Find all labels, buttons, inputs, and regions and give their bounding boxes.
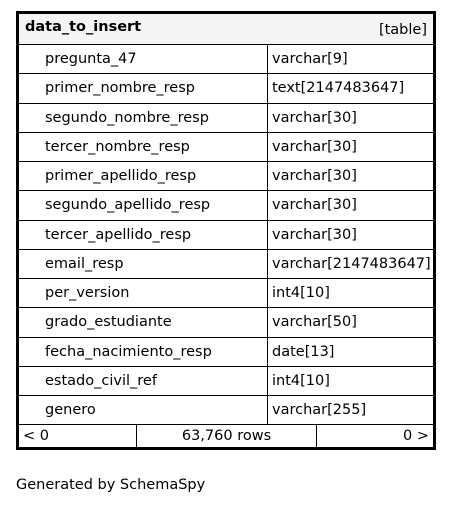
- parent-count: < 0: [19, 425, 137, 447]
- table-header: [19, 14, 433, 45]
- column-name: pregunta_47: [19, 45, 268, 73]
- column-row[interactable]: [19, 338, 433, 367]
- table-kind-label: [table]: [378, 22, 427, 38]
- column-name: segundo_nombre_resp: [19, 104, 268, 132]
- column-type: varchar[30]: [272, 138, 357, 155]
- column-type: date[13]: [272, 343, 335, 360]
- column-row[interactable]: [19, 250, 433, 279]
- column-name: primer_apellido_resp: [19, 162, 268, 190]
- column-row[interactable]: [19, 221, 433, 250]
- column-name: per_version: [19, 279, 268, 307]
- column-type: varchar[9]: [272, 51, 348, 68]
- child-count: 0 >: [403, 428, 429, 445]
- column-row[interactable]: [19, 279, 433, 308]
- column-name: tercer_apellido_resp: [19, 221, 268, 249]
- column-type: text[2147483647]: [272, 80, 405, 97]
- column-type: varchar[30]: [272, 109, 357, 126]
- column-row[interactable]: [19, 367, 433, 396]
- column-row[interactable]: [19, 133, 433, 162]
- column-name: fecha_nacimiento_resp: [19, 338, 268, 366]
- column-row[interactable]: [19, 308, 433, 337]
- table-node[interactable]: [16, 11, 436, 450]
- column-name: genero: [19, 396, 268, 424]
- column-type: int4[10]: [272, 372, 330, 389]
- column-type: varchar[30]: [272, 168, 357, 185]
- column-name: segundo_apellido_resp: [19, 191, 268, 219]
- column-name: grado_estudiante: [19, 308, 268, 336]
- column-name: tercer_nombre_resp: [19, 133, 268, 161]
- column-type: varchar[255]: [272, 402, 367, 419]
- row-count: 63,760 rows: [137, 425, 317, 447]
- table-name[interactable]: data_to_insert: [25, 19, 142, 35]
- column-name: email_resp: [19, 250, 268, 278]
- column-type: int4[10]: [272, 285, 330, 302]
- column-name: estado_civil_ref: [19, 367, 268, 395]
- column-type: varchar[50]: [272, 314, 357, 331]
- column-row[interactable]: [19, 104, 433, 133]
- column-row[interactable]: [19, 191, 433, 220]
- column-type: varchar[30]: [272, 197, 357, 214]
- column-type: varchar[30]: [272, 226, 357, 243]
- column-row[interactable]: [19, 162, 433, 191]
- column-row[interactable]: [19, 74, 433, 103]
- column-row[interactable]: [19, 45, 433, 74]
- generator-note: Generated by SchemaSpy: [16, 477, 206, 493]
- column-name: primer_nombre_resp: [19, 74, 268, 102]
- column-row[interactable]: [19, 396, 433, 425]
- column-list: [19, 45, 433, 425]
- table-footer: [19, 425, 433, 447]
- column-type: varchar[2147483647]: [272, 255, 431, 272]
